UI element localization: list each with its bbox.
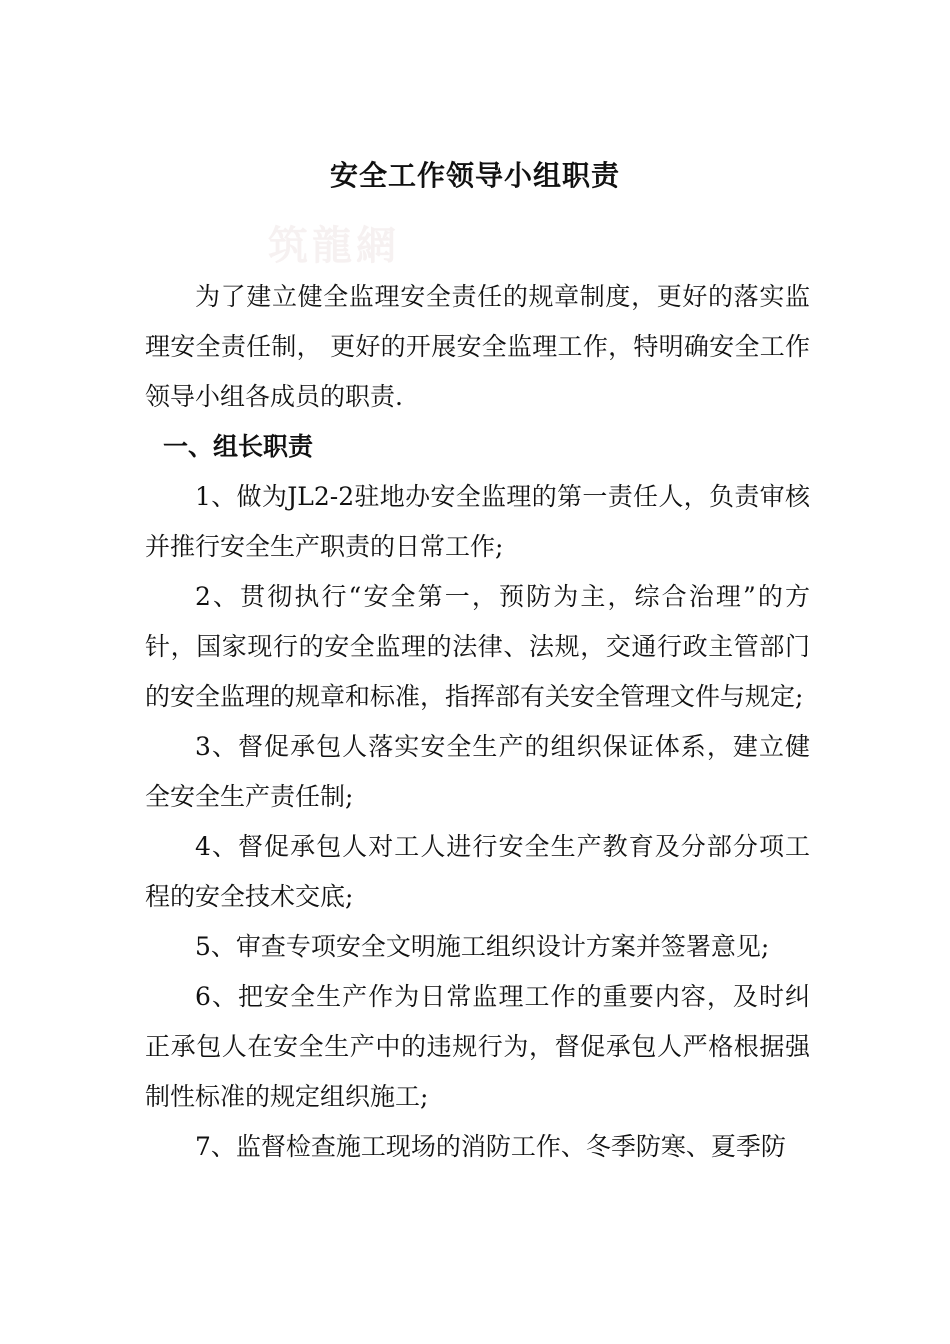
list-item: 7、监督检查施工现场的消防工作、冬季防寒、夏季防	[195, 1132, 786, 1161]
list-item: 2、贯彻执行“安全第一，预防为主，综合治理”的方针，国家现行的安全监理的法律、法规，交通行政主管部门的安全监理的规章和标准，指挥部有关安全管理文件与规定;	[145, 582, 810, 711]
list-item: 4、督促承包人对工人进行安全生产教育及分部分项工程的安全技术交底;	[145, 832, 810, 911]
document-body	[145, 272, 810, 1172]
list-item: 3、督促承包人落实安全生产的组织保证体系，建立健全安全生产责任制;	[145, 732, 810, 811]
list-item: 1、做为JL2-2驻地办安全监理的第一责任人，负责审核并推行安全生产职责的日常工作;	[145, 482, 810, 561]
watermark-logo: 筑龍網	[268, 222, 400, 269]
list-item: 6、把安全生产作为日常监理工作的重要内容，及时纠正承包人在安全生产中的违规行为，督促承包人严格根据强制性标准的规定组织施工;	[145, 982, 810, 1111]
section-heading: 一、组长职责	[163, 432, 314, 461]
list-item: 5、审查专项安全文明施工组织设计方案并签署意见;	[195, 932, 770, 961]
document-title: 安全工作领导小组职责	[329, 159, 620, 192]
intro-paragraph: 为了建立健全监理安全责任的规章制度，更好的落实监理安全责任制， 更好的开展安全监理工作，特明确安全工作领导小组各成员的职责.	[145, 282, 810, 411]
